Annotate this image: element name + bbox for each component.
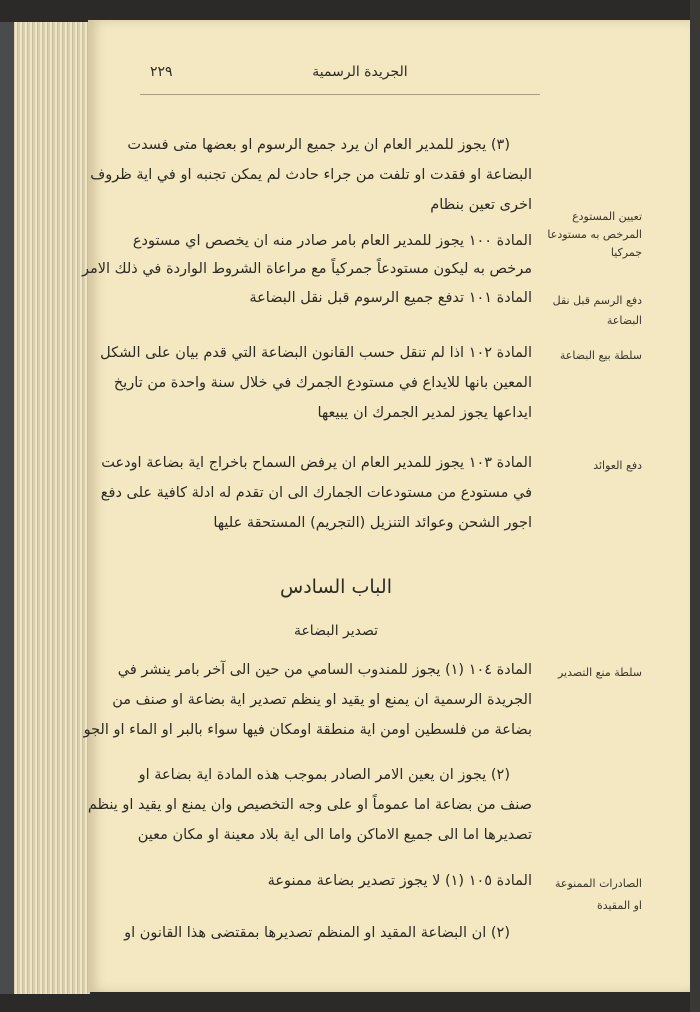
article-103: المادة ١٠٣ يجوز للمدير العام ان يرفض السماح باخراج اية بضاعة اودعت [101,455,532,471]
body-line: ايداعها يجوز لمدير الجمرك ان يبيعها [317,405,532,421]
margin-note: البضاعة [606,314,642,327]
chapter-title: الباب السادس [280,576,392,598]
margin-note: سلطة بيع البضاعة [559,349,642,362]
margin-note: دفع الرسم قبل نقل [552,294,642,307]
body-line: تصديرها اما الى جميع الاماكن واما الى اية بلاد معينة او مكان معين [137,827,532,843]
running-header: الجريدة الرسمية [312,64,408,80]
margin-note: جمركيا [610,246,642,259]
body-line: (٢) يجوز ان يعين الامر الصادر بموجب هذه المادة اية بضاعة او [138,767,510,783]
book-cover-edge [690,0,700,1012]
article-104: المادة ١٠٤ (١) يجوز للمندوب السامي من حين الى آخر بامر ينشر في [117,662,532,678]
body-line: بضاعة من فلسطين اومن اية منطقة اومكان فيها سواء بالبر او الماء او الجو [83,722,532,738]
body-line: اجور الشحن وعوائد التنزيل (التجريم) المستحقة عليها [213,515,532,531]
body-line: المعين بانها للايداع في مستودع الجمرك في خلال سنة واحدة من تاريخ [113,375,532,391]
body-line: مرخص به ليكون مستودعاً جمركياً مع مراعاة الشروط الواردة في ذلك الامر [81,261,532,277]
article-101: المادة ١٠١ تدفع جميع الرسوم قبل نقل البضاعة [249,290,532,306]
book-page-edges [8,22,90,994]
body-line: اخرى تعين بنظام [430,197,532,213]
book-page [81,20,690,992]
page-number: ٢٢٩ [150,64,173,80]
body-line: (٣) يجوز للمدير العام ان يرد جميع الرسوم او بعضها متى فسدت [127,137,510,153]
body-line: البضاعة او فقدت او تلفت من جراء حادث لم يمكن تجنبه او في اية ظروف [90,167,532,183]
article-105: المادة ١٠٥ (١) لا يجوز تصدير بضاعة ممنوعة [267,873,532,889]
body-line: (٢) ان البضاعة المقيد او المنظم تصديرها بمقتضى هذا القانون او [124,925,510,941]
header-rule [140,94,540,95]
margin-note: تعيين المستودع [572,210,642,223]
margin-note: الصادرات الممنوعة [554,877,642,890]
margin-note: سلطة منع التصدير [557,666,642,679]
margin-note: او المقيدة [596,899,642,912]
chapter-subtitle: تصدير البضاعة [293,623,379,639]
margin-note: دفع العوائد [593,459,642,472]
article-100: المادة ١٠٠ يجوز للمدير العام بامر صادر منه ان يخصص اي مستودع [132,233,532,249]
body-line: الجريدة الرسمية ان يمنع او يقيد او ينظم تصدير اية بضاعة او صنف من [112,692,532,708]
body-line: في مستودع من مستودعات الجمارك الى ان تقدم له ادلة كافية على دفع [100,485,532,501]
margin-note: المرخص به مستودعا [547,228,642,241]
body-line: صنف من بضاعة اما عموماً او على وجه التخصيص وان يمنع او يقيد او ينظم [87,797,532,813]
article-102: المادة ١٠٢ اذا لم تنقل حسب القانون البضاعة التي قدم بيان على الشكل [100,345,532,361]
